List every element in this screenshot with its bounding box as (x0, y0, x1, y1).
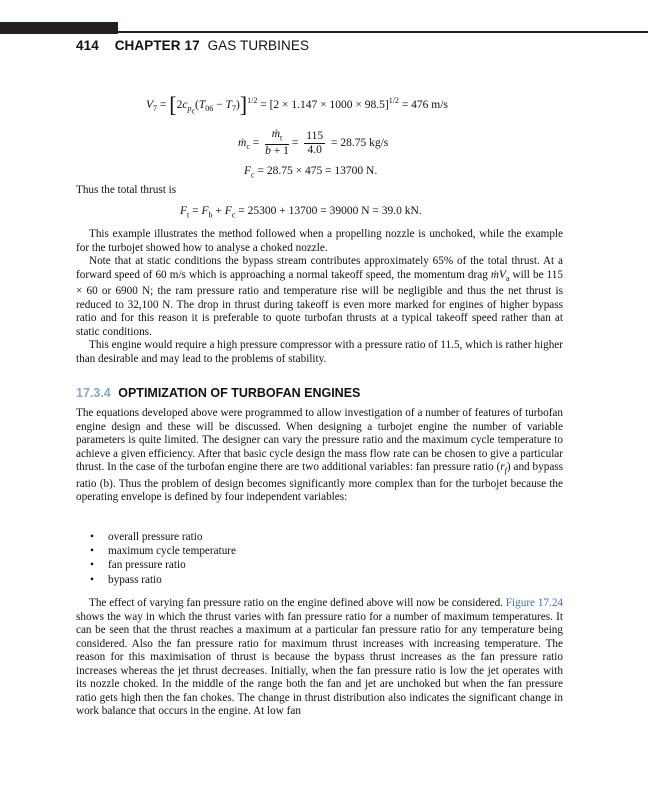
equation-v7: $V_7 = [2c_{p_c}(T_{06} - T_7)]^{1/2} = [2 \times 1.147 \times 1000 \times 98.5]^{1/2} = 476$ m/s (146, 92, 448, 118)
list-item: • bypass ratio (90, 573, 236, 587)
body-block-1 (76, 228, 563, 366)
chapter-title: GAS TURBINES (207, 38, 310, 53)
list-item: • maximum cycle temperature (90, 544, 236, 558)
header-rule (0, 31, 648, 33)
variable-list (90, 530, 236, 587)
equation-mc: ṁ$_c$ = $\frac{ṁ_t}{b + 1}$ = $\frac{115}{4.0}$ = 28.75 kg/s (238, 128, 389, 158)
equation-fc: $F_c = 28.75 \times 475 = 13700$ N. (244, 165, 378, 180)
ft-result: = 25300 + 13700 = 39000 N = 39.0 kN. (238, 205, 422, 217)
paragraph-1: This example illustrates the method followed when a propelling nozzle is unchoked, while the example for the turbojet showed how to analyse a choked nozzle. (76, 228, 563, 254)
thrust-intro: Thus the total thrust is (76, 184, 177, 196)
list-item: • overall pressure ratio (90, 530, 236, 544)
paragraph-5: The effect of varying fan pressure ratio on the engine defined above will now be considered. Figure 17.24 shows the way in which the thrust varies with fan pressure ratio for a number of maximum temperatures. It can be seen that the thrust reaches a maximum at a particular fan pressure ratio for any temperature being considered. Also the fan pressure ratio for maximum thrust increases with increasing temperature. The reason for this maximisation of thrust is because the bypass thrust increases as the fan pressure ratio increases whereas the jet thrust decreases. Initially, when the fan pressure ratio is low the jet operates with its nozzle choked. In the middle of the range both the fan and jet are unchoked but when the fan pressure ratio gets high then the fan chokes. The change in thrust distribution also indicates the significant change in work balance that occurs in the engine. At low fan (76, 597, 564, 717)
page-number: 414 (76, 38, 99, 53)
mc-numerator: 115 (306, 129, 324, 142)
body-block-3 (76, 597, 563, 719)
paragraph-4: The equations developed above were programmed to allow investigation of a number of features of turbofan engine design and these will be discussed. When designing a turbojet engine the number of variable parameters is quite limited. The designer can vary the pressure ratio and the maximum cycle temperature to achieve a given efficiency. After that basic cycle design the mass flow rate can be chosen to give a particular thrust. In the case of the turbofan engine there are two additional variables: fan pressure ratio $(r_f)$ and bypass ratio (b). Thus the problem of design becomes significantly more complex than for the turbojet because the operating envelope is defined by four independent variables: (76, 407, 563, 504)
figure-link[interactable]: Figure 17.24 (505, 597, 564, 609)
body-block-2 (76, 407, 563, 505)
v7-rhs: = [2 × 1.147 × 1000 × 98.5] (260, 98, 389, 111)
section-heading (76, 386, 360, 400)
list-item: • fan pressure ratio (90, 558, 236, 572)
mc-result: = 28.75 kg/s (330, 136, 389, 149)
chapter-label: CHAPTER 17 (114, 38, 200, 53)
running-header (76, 38, 309, 53)
mc-denominator: 4.0 (307, 143, 322, 156)
equation-ft: $F_t = F_b + F_c = 25300 + 13700 = 39000$ N = 39.0 kN. (180, 205, 422, 220)
section-number: 17.3.4 (76, 386, 111, 400)
v7-result: = 476 m/s (401, 98, 448, 111)
paragraph-2: Note that at static conditions the bypass stream contributes approximately 65% of the total thrust. At a forward speed of 60 m/s which is approaching a normal takeoff speed, the momentum drag ṁV$_a$ will be 115 × 60 or 6900 N; the ram pressure ratio and temperature rise will be negligible and thus the net thrust is reduced to 32,100 N. The drop in thrust during takeoff is even more marked for engines of higher bypass ratio and for this reason it is preferable to quote turbofan thrusts at a typical takeoff speed rather than at static conditions. (76, 255, 563, 338)
paragraph-3: This engine would require a high pressure compressor with a pressure ratio of 11.5, which is rather higher than desirable and may lead to the problems of stability. (76, 339, 563, 365)
fc-result: = 28.75 × 475 = 13700 N. (257, 165, 378, 177)
section-title: OPTIMIZATION OF TURBOFAN ENGINES (118, 386, 361, 400)
